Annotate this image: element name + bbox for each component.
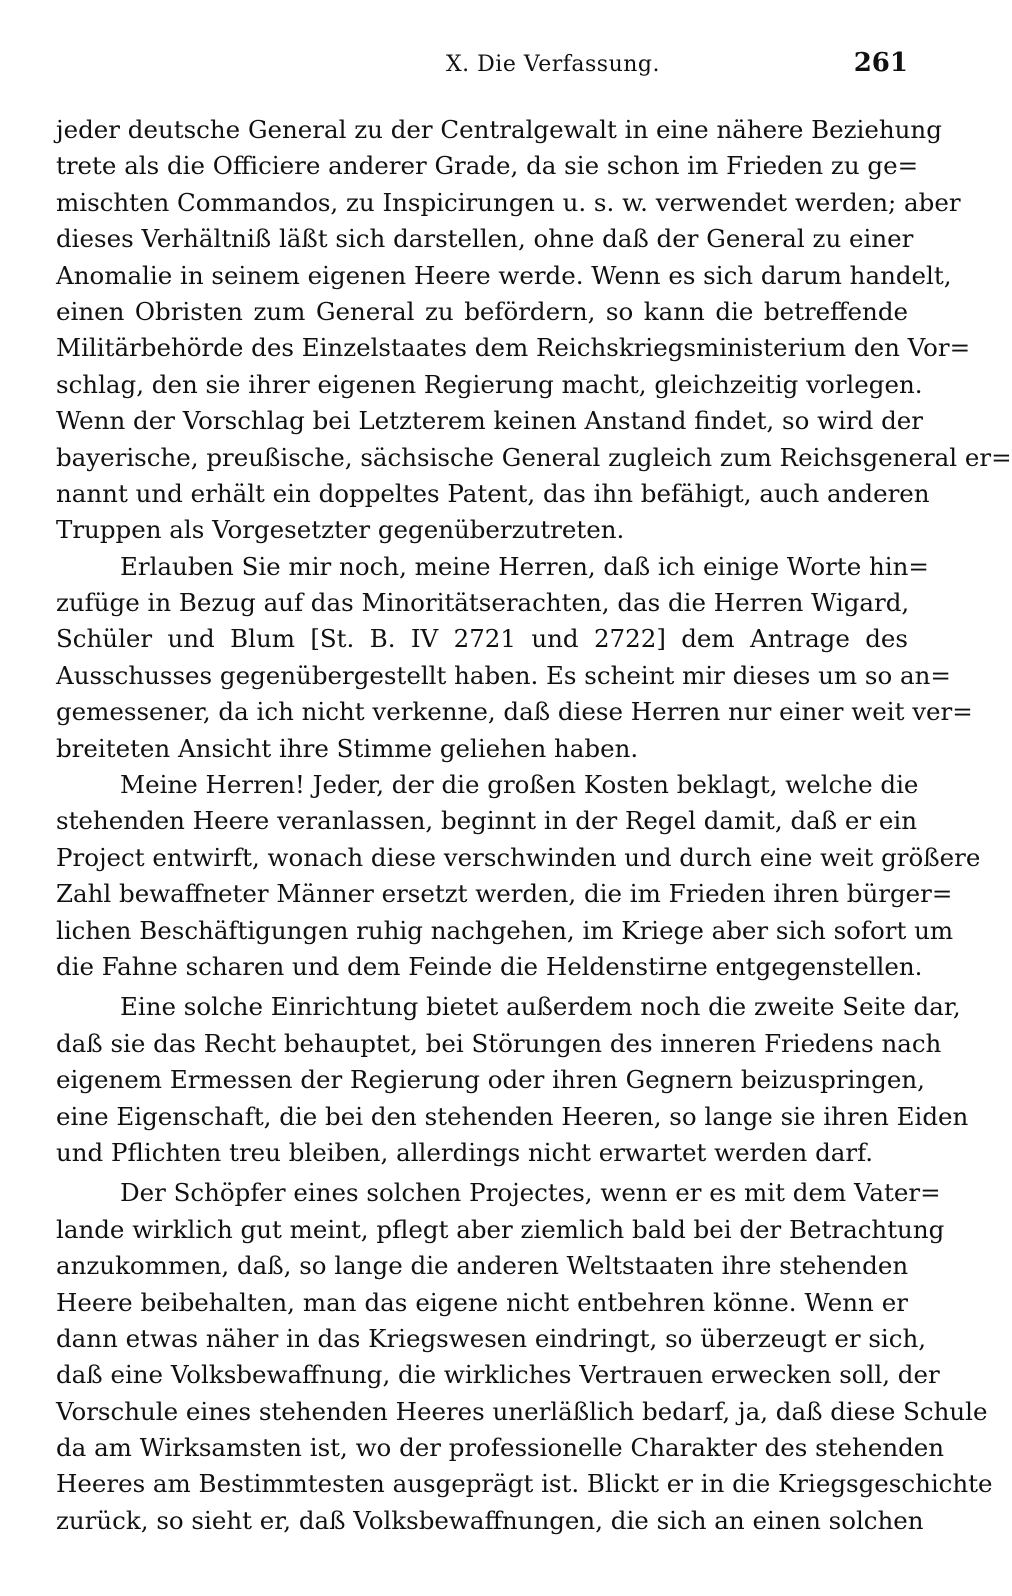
text-line: zufüge in Bezug auf das Minoritätserachten, das die Herren Wigard, (56, 588, 910, 618)
text-line: mischten Commandos, zu Inspicirungen u. s. w. verwendet werden; aber (56, 187, 961, 217)
text-line: Truppen als Vorgesetzter gegenüberzutreten. (56, 515, 625, 545)
text-line: Eine solche Einrichtung bietet außerdem noch die zweite Seite dar, (120, 992, 961, 1022)
text-line: eigenem Ermessen der Regierung oder ihren Gegnern beizuspringen, (56, 1065, 925, 1095)
paragraph (56, 112, 1012, 549)
text-line: da am Wirksamsten ist, wo der professionelle Charakter des stehenden (56, 1433, 945, 1463)
paragraph (56, 1175, 993, 1539)
text-line: Erlauben Sie mir noch, meine Herren, daß ich einige Worte hin= (120, 551, 929, 581)
text-line: nannt und erhält ein doppeltes Patent, das ihn befähigt, auch anderen (56, 478, 930, 508)
text-line: daß eine Volksbewaffnung, die wirkliches Vertrauen erwecken soll, der (56, 1360, 940, 1390)
text-line: Heere beibehalten, man das eigene nicht entbehren könne. Wenn er (56, 1287, 908, 1317)
text-line: die Fahne scharen und dem Feinde die Heldenstirne entgegenstellen. (56, 951, 923, 981)
text-line: Meine Herren! Jeder, der die großen Kosten beklagt, welche die (120, 770, 919, 800)
text-line: jeder deutsche General zu der Centralgewalt in eine nähere Beziehung (56, 115, 942, 144)
text-line: Der Schöpfer eines solchen Projectes, wenn er es mit dem Vater= (120, 1178, 941, 1208)
body-text (56, 112, 1012, 1539)
text-line: stehenden Heere veranlassen, beginnt in der Regel damit, daß er ein (56, 806, 918, 836)
text-line: einen Obristen zum General zu befördern, so kann die betreffende (56, 296, 908, 326)
text-line: Zahl bewaffneter Männer ersetzt werden, die im Frieden ihren bürger= (56, 879, 953, 909)
page-number: 261 (853, 48, 908, 78)
text-line: Wenn der Vorschlag bei Letzterem keinen Anstand findet, so wird der (56, 406, 923, 436)
text-line: Anomalie in seinem eigenen Heere werde. Wenn es sich darum handelt, (56, 260, 952, 290)
paragraph (56, 767, 981, 985)
text-line: lande wirklich gut meint, pflegt aber ziemlich bald bei der Betrachtung (56, 1214, 945, 1244)
text-line: zurück, so sieht er, daß Volksbewaffnungen, die sich an einen solchen (56, 1505, 924, 1535)
text-line: Project entwirft, wonach diese verschwinden und durch eine weit größere (56, 842, 981, 872)
text-line: Heeres am Bestimmtesten ausgeprägt ist. Blickt er in die Kriegsgeschichte (56, 1469, 993, 1499)
text-line: schlag, den sie ihrer eigenen Regierung macht, gleichzeitig vorlegen. (56, 369, 923, 399)
text-line: dann etwas näher in das Kriegswesen eindringt, so überzeugt er sich, (56, 1323, 927, 1353)
text-line: gemessener, da ich nicht verkenne, daß diese Herren nur einer weit ver= (56, 697, 973, 727)
running-head (56, 46, 908, 82)
text-line: bayerische, preußische, sächsische General zugleich zum Reichsgeneral er= (56, 442, 1012, 472)
text-line: trete als die Officiere anderer Grade, da sie schon im Frieden zu ge= (56, 151, 919, 181)
text-line: dieses Verhältniß läßt sich darstellen, ohne daß der General zu einer (56, 224, 914, 254)
paragraph (56, 989, 969, 1171)
text-line: Vorschule eines stehenden Heeres unerläßlich bedarf, ja, daß diese Schule (56, 1396, 988, 1426)
text-line: Schüler und Blum [St. B. IV 2721 und 2722] dem Antrage des (56, 624, 908, 654)
running-title: X. Die Verfassung. (446, 52, 660, 77)
text-line: eine Eigenschaft, die bei den stehenden Heeren, so lange sie ihren Eiden (56, 1101, 969, 1131)
text-line: und Pflichten treu bleiben, allerdings nicht erwartet werden darf. (56, 1137, 874, 1167)
text-line: daß sie das Recht behauptet, bei Störungen des inneren Friedens nach (56, 1028, 942, 1058)
paragraph (56, 549, 973, 767)
text-line: Militärbehörde des Einzelstaates dem Reichskriegsministerium den Vor= (56, 333, 971, 363)
text-line: lichen Beschäftigungen ruhig nachgehen, im Kriege aber sich sofort um (56, 915, 954, 945)
text-line: anzukommen, daß, so lange die anderen Weltstaaten ihre stehenden (56, 1251, 909, 1281)
text-line: Ausschusses gegenübergestellt haben. Es scheint mir dieses um so an= (56, 660, 951, 690)
text-line: breiteten Ansicht ihre Stimme geliehen haben. (56, 733, 639, 763)
